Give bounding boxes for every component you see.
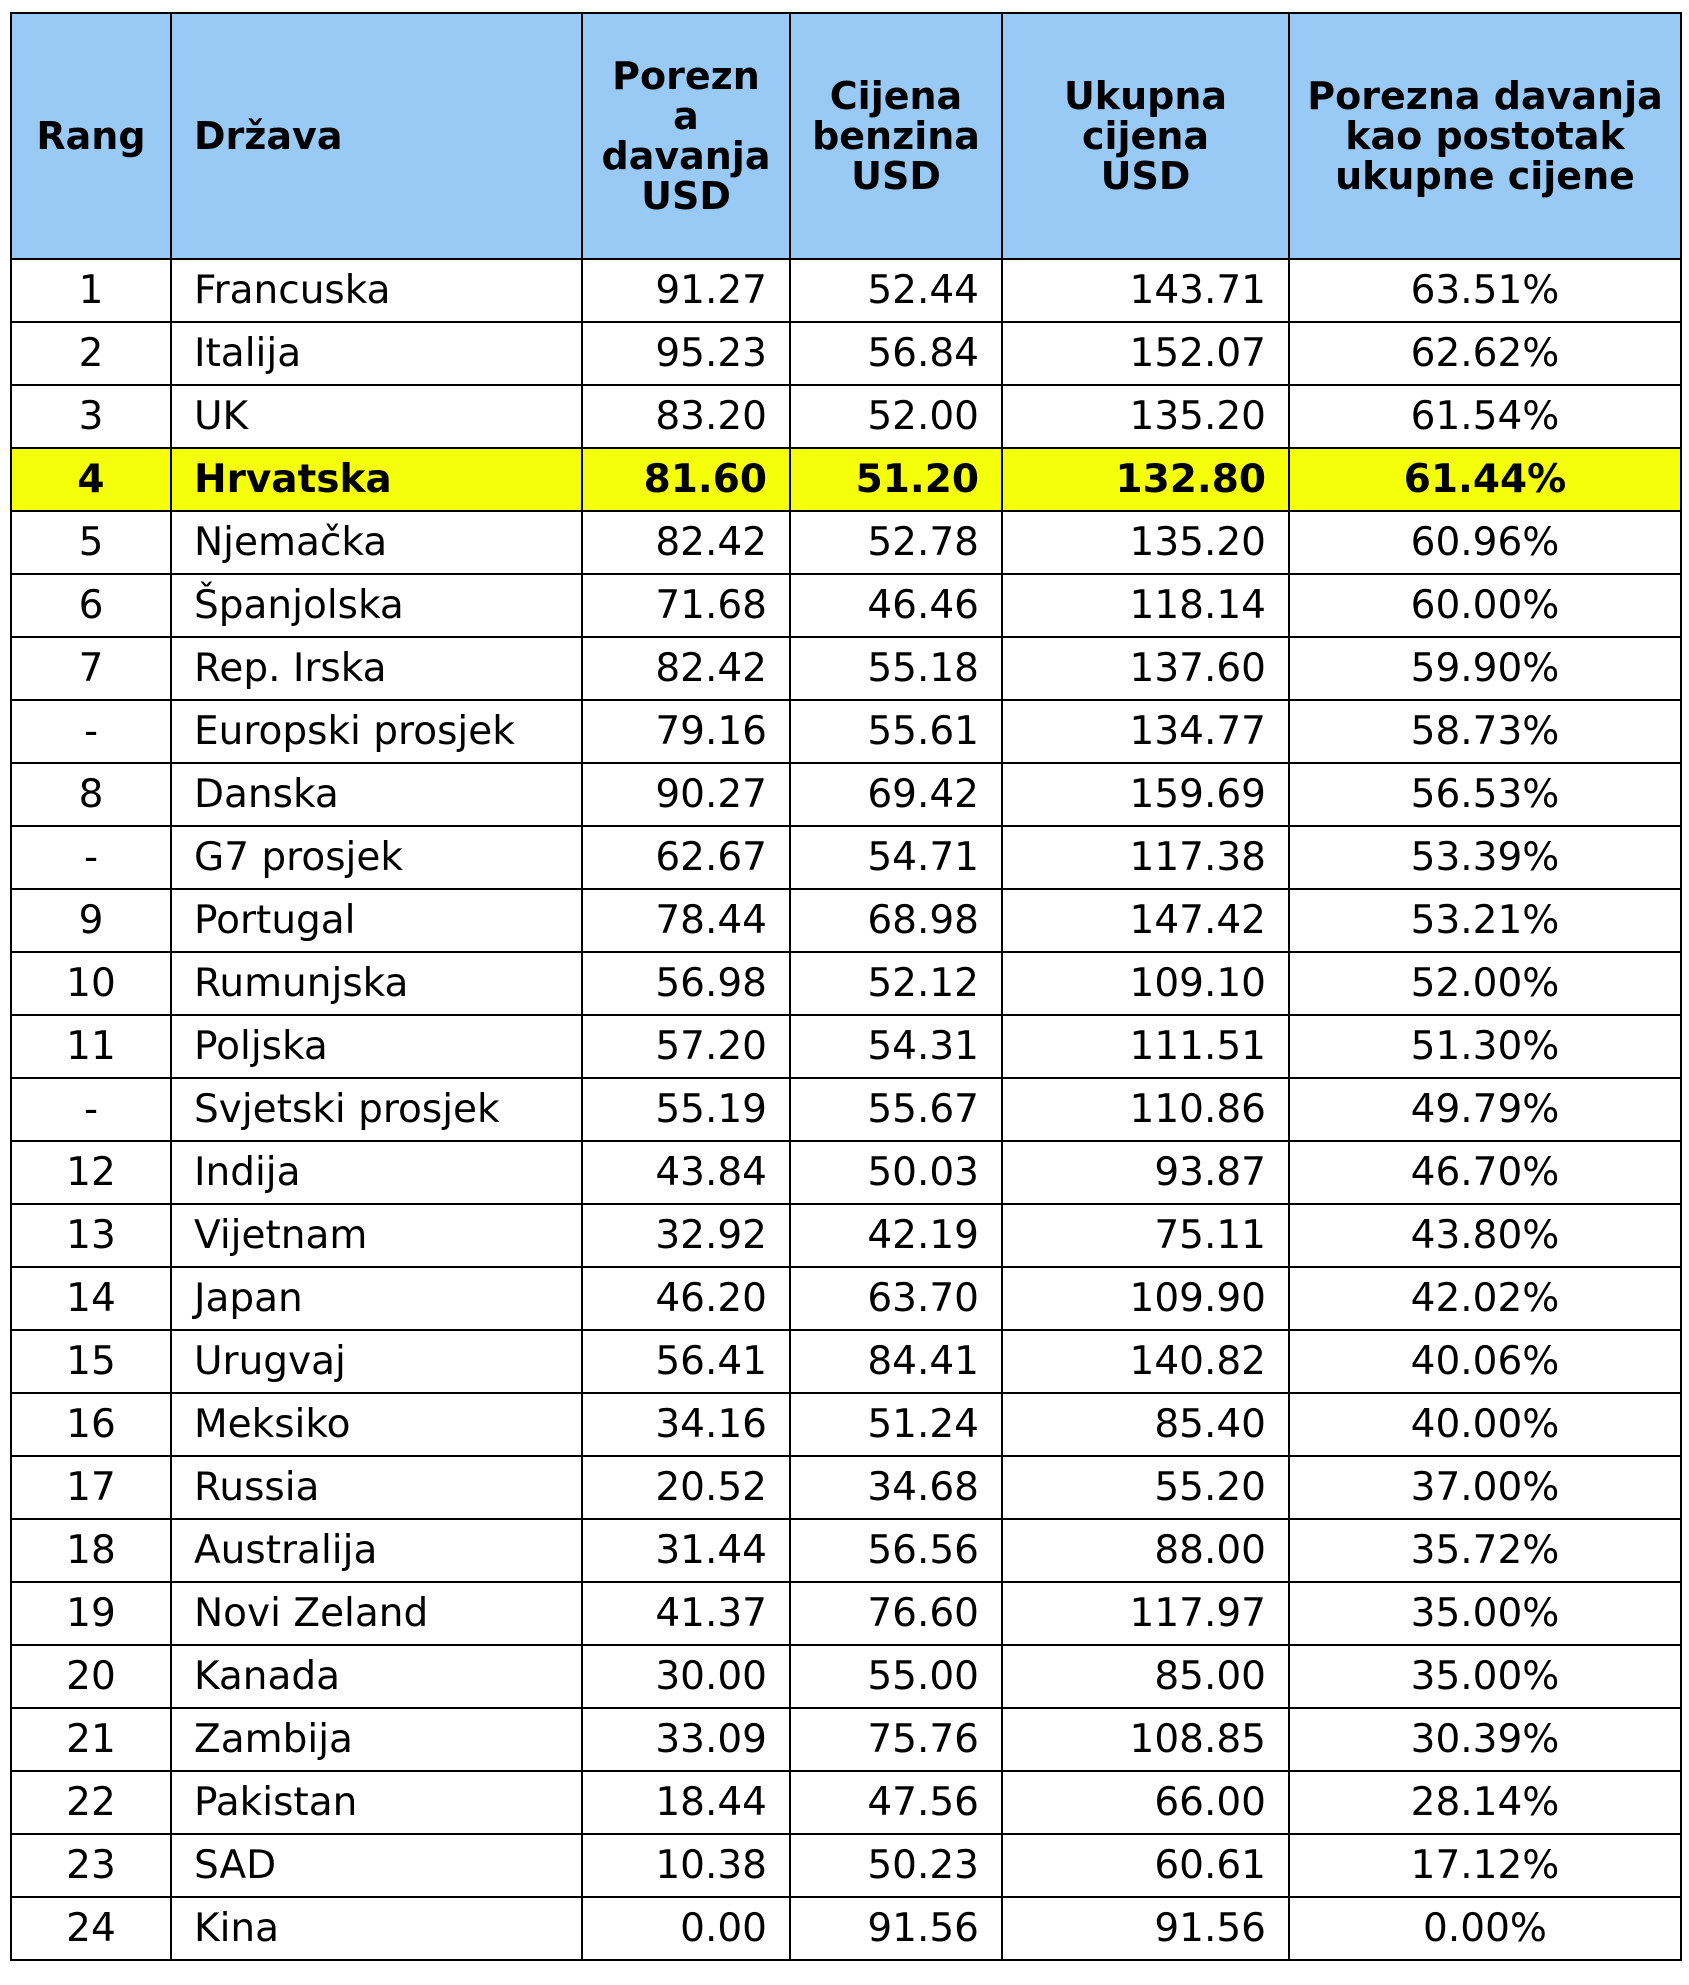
table-container (10, 12, 1682, 1961)
cell-rank: 4 (11, 448, 171, 511)
cell-tax-percentage: 52.00% (1289, 952, 1681, 1015)
cell-fuel-price: 54.71 (790, 826, 1002, 889)
cell-country: Europski prosjek (171, 700, 582, 763)
cell-country: Meksiko (171, 1393, 582, 1456)
cell-fuel-price: 52.12 (790, 952, 1002, 1015)
cell-country: Kina (171, 1897, 582, 1960)
cell-rank: 16 (11, 1393, 171, 1456)
cell-fuel-price: 51.24 (790, 1393, 1002, 1456)
header-rank: Rang (11, 13, 171, 259)
cell-country: Francuska (171, 259, 582, 322)
cell-country: Danska (171, 763, 582, 826)
table-row (11, 322, 1681, 385)
cell-rank: 8 (11, 763, 171, 826)
header-tax-percentage: Porezna davanja kao postotak ukupne cijene (1289, 13, 1681, 259)
table-row (11, 574, 1681, 637)
cell-total-price: 66.00 (1002, 1771, 1289, 1834)
cell-country: Indija (171, 1141, 582, 1204)
table-row (11, 1330, 1681, 1393)
cell-total-price: 109.90 (1002, 1267, 1289, 1330)
cell-rank: - (11, 700, 171, 763)
cell-country: Hrvatska (171, 448, 582, 511)
cell-tax: 78.44 (582, 889, 790, 952)
cell-fuel-price: 56.84 (790, 322, 1002, 385)
cell-tax-percentage: 60.96% (1289, 511, 1681, 574)
cell-total-price: 111.51 (1002, 1015, 1289, 1078)
cell-tax: 91.27 (582, 259, 790, 322)
cell-country: Španjolska (171, 574, 582, 637)
cell-tax-percentage: 42.02% (1289, 1267, 1681, 1330)
cell-total-price: 117.97 (1002, 1582, 1289, 1645)
cell-tax-percentage: 35.00% (1289, 1582, 1681, 1645)
cell-tax-percentage: 59.90% (1289, 637, 1681, 700)
cell-rank: 11 (11, 1015, 171, 1078)
cell-fuel-price: 50.23 (790, 1834, 1002, 1897)
cell-rank: - (11, 826, 171, 889)
cell-total-price: 85.00 (1002, 1645, 1289, 1708)
cell-total-price: 55.20 (1002, 1456, 1289, 1519)
cell-total-price: 88.00 (1002, 1519, 1289, 1582)
cell-fuel-price: 54.31 (790, 1015, 1002, 1078)
cell-tax: 0.00 (582, 1897, 790, 1960)
cell-tax: 95.23 (582, 322, 790, 385)
cell-total-price: 93.87 (1002, 1141, 1289, 1204)
table-row (11, 1393, 1681, 1456)
table-row (11, 700, 1681, 763)
table-row (11, 1771, 1681, 1834)
cell-tax: 18.44 (582, 1771, 790, 1834)
cell-country: Rep. Irska (171, 637, 582, 700)
cell-total-price: 60.61 (1002, 1834, 1289, 1897)
cell-tax: 81.60 (582, 448, 790, 511)
cell-country: Rumunjska (171, 952, 582, 1015)
table-row (11, 511, 1681, 574)
cell-rank: 17 (11, 1456, 171, 1519)
cell-tax-percentage: 28.14% (1289, 1771, 1681, 1834)
cell-tax-percentage: 56.53% (1289, 763, 1681, 826)
cell-tax: 43.84 (582, 1141, 790, 1204)
cell-rank: 2 (11, 322, 171, 385)
cell-tax-percentage: 49.79% (1289, 1078, 1681, 1141)
cell-total-price: 110.86 (1002, 1078, 1289, 1141)
cell-rank: 1 (11, 259, 171, 322)
cell-fuel-price: 55.67 (790, 1078, 1002, 1141)
header-fuel-price: Cijena benzina USD (790, 13, 1002, 259)
cell-total-price: 140.82 (1002, 1330, 1289, 1393)
cell-rank: 12 (11, 1141, 171, 1204)
table-row (11, 826, 1681, 889)
cell-total-price: 143.71 (1002, 259, 1289, 322)
header-row (11, 13, 1681, 259)
cell-country: SAD (171, 1834, 582, 1897)
cell-rank: 3 (11, 385, 171, 448)
cell-country: Poljska (171, 1015, 582, 1078)
cell-country: G7 prosjek (171, 826, 582, 889)
cell-tax: 82.42 (582, 637, 790, 700)
cell-tax-percentage: 62.62% (1289, 322, 1681, 385)
cell-rank: - (11, 1078, 171, 1141)
cell-rank: 10 (11, 952, 171, 1015)
cell-total-price: 135.20 (1002, 385, 1289, 448)
cell-tax-percentage: 58.73% (1289, 700, 1681, 763)
cell-tax: 62.67 (582, 826, 790, 889)
table-row (11, 1519, 1681, 1582)
cell-tax: 82.42 (582, 511, 790, 574)
cell-tax-percentage: 61.44% (1289, 448, 1681, 511)
cell-tax: 71.68 (582, 574, 790, 637)
cell-tax-percentage: 60.00% (1289, 574, 1681, 637)
cell-tax: 56.41 (582, 1330, 790, 1393)
cell-fuel-price: 76.60 (790, 1582, 1002, 1645)
cell-fuel-price: 34.68 (790, 1456, 1002, 1519)
cell-fuel-price: 42.19 (790, 1204, 1002, 1267)
cell-fuel-price: 52.44 (790, 259, 1002, 322)
cell-fuel-price: 63.70 (790, 1267, 1002, 1330)
cell-tax-percentage: 46.70% (1289, 1141, 1681, 1204)
cell-fuel-price: 55.61 (790, 700, 1002, 763)
cell-total-price: 132.80 (1002, 448, 1289, 511)
table-row (11, 385, 1681, 448)
table-row (11, 889, 1681, 952)
cell-tax: 30.00 (582, 1645, 790, 1708)
cell-total-price: 152.07 (1002, 322, 1289, 385)
cell-rank: 9 (11, 889, 171, 952)
cell-country: Vijetnam (171, 1204, 582, 1267)
cell-total-price: 117.38 (1002, 826, 1289, 889)
table-row (11, 259, 1681, 322)
cell-rank: 15 (11, 1330, 171, 1393)
cell-rank: 20 (11, 1645, 171, 1708)
cell-tax-percentage: 37.00% (1289, 1456, 1681, 1519)
cell-fuel-price: 46.46 (790, 574, 1002, 637)
header-total-price: Ukupna cijena USD (1002, 13, 1289, 259)
table-header (11, 13, 1681, 259)
cell-fuel-price: 52.78 (790, 511, 1002, 574)
table-row (11, 1645, 1681, 1708)
cell-fuel-price: 50.03 (790, 1141, 1002, 1204)
cell-tax-percentage: 61.54% (1289, 385, 1681, 448)
cell-rank: 13 (11, 1204, 171, 1267)
cell-total-price: 147.42 (1002, 889, 1289, 952)
cell-total-price: 134.77 (1002, 700, 1289, 763)
cell-fuel-price: 68.98 (790, 889, 1002, 952)
table-row (11, 763, 1681, 826)
cell-country: Zambija (171, 1708, 582, 1771)
cell-fuel-price: 55.00 (790, 1645, 1002, 1708)
cell-total-price: 75.11 (1002, 1204, 1289, 1267)
cell-tax-percentage: 51.30% (1289, 1015, 1681, 1078)
table-row (11, 1204, 1681, 1267)
table-body (11, 259, 1681, 1960)
cell-fuel-price: 52.00 (790, 385, 1002, 448)
table-row (11, 952, 1681, 1015)
header-tax: Porezn a davanja USD (582, 13, 790, 259)
cell-tax: 31.44 (582, 1519, 790, 1582)
cell-tax-percentage: 35.72% (1289, 1519, 1681, 1582)
table-row (11, 637, 1681, 700)
table-row (11, 448, 1681, 511)
table-row (11, 1456, 1681, 1519)
cell-rank: 21 (11, 1708, 171, 1771)
cell-rank: 7 (11, 637, 171, 700)
cell-country: Kanada (171, 1645, 582, 1708)
cell-tax: 79.16 (582, 700, 790, 763)
table-row (11, 1582, 1681, 1645)
cell-tax-percentage: 63.51% (1289, 259, 1681, 322)
cell-total-price: 109.10 (1002, 952, 1289, 1015)
cell-total-price: 137.60 (1002, 637, 1289, 700)
cell-country: Novi Zeland (171, 1582, 582, 1645)
cell-total-price: 85.40 (1002, 1393, 1289, 1456)
cell-tax-percentage: 43.80% (1289, 1204, 1681, 1267)
cell-country: Njemačka (171, 511, 582, 574)
cell-tax-percentage: 0.00% (1289, 1897, 1681, 1960)
cell-tax-percentage: 40.00% (1289, 1393, 1681, 1456)
table-row (11, 1267, 1681, 1330)
cell-fuel-price: 55.18 (790, 637, 1002, 700)
cell-country: Portugal (171, 889, 582, 952)
fuel-tax-table (10, 12, 1682, 1961)
cell-tax-percentage: 53.21% (1289, 889, 1681, 952)
cell-fuel-price: 84.41 (790, 1330, 1002, 1393)
cell-rank: 19 (11, 1582, 171, 1645)
cell-country: Italija (171, 322, 582, 385)
cell-tax: 90.27 (582, 763, 790, 826)
cell-total-price: 108.85 (1002, 1708, 1289, 1771)
cell-tax: 10.38 (582, 1834, 790, 1897)
table-row (11, 1834, 1681, 1897)
cell-tax: 33.09 (582, 1708, 790, 1771)
cell-fuel-price: 69.42 (790, 763, 1002, 826)
cell-rank: 6 (11, 574, 171, 637)
cell-tax-percentage: 30.39% (1289, 1708, 1681, 1771)
cell-tax: 34.16 (582, 1393, 790, 1456)
cell-fuel-price: 56.56 (790, 1519, 1002, 1582)
cell-rank: 18 (11, 1519, 171, 1582)
cell-tax-percentage: 40.06% (1289, 1330, 1681, 1393)
table-row (11, 1078, 1681, 1141)
cell-rank: 5 (11, 511, 171, 574)
cell-country: Russia (171, 1456, 582, 1519)
table-row (11, 1897, 1681, 1960)
cell-tax-percentage: 53.39% (1289, 826, 1681, 889)
header-country: Država (171, 13, 582, 259)
cell-tax-percentage: 17.12% (1289, 1834, 1681, 1897)
cell-tax-percentage: 35.00% (1289, 1645, 1681, 1708)
cell-country: Japan (171, 1267, 582, 1330)
cell-fuel-price: 47.56 (790, 1771, 1002, 1834)
cell-country: Urugvaj (171, 1330, 582, 1393)
cell-tax: 57.20 (582, 1015, 790, 1078)
cell-total-price: 135.20 (1002, 511, 1289, 574)
cell-country: Australija (171, 1519, 582, 1582)
cell-total-price: 159.69 (1002, 763, 1289, 826)
cell-tax: 32.92 (582, 1204, 790, 1267)
cell-tax: 41.37 (582, 1582, 790, 1645)
cell-tax: 83.20 (582, 385, 790, 448)
table-row (11, 1708, 1681, 1771)
cell-fuel-price: 91.56 (790, 1897, 1002, 1960)
cell-rank: 14 (11, 1267, 171, 1330)
cell-tax: 55.19 (582, 1078, 790, 1141)
cell-total-price: 91.56 (1002, 1897, 1289, 1960)
cell-fuel-price: 75.76 (790, 1708, 1002, 1771)
cell-rank: 22 (11, 1771, 171, 1834)
table-row (11, 1015, 1681, 1078)
table-row (11, 1141, 1681, 1204)
cell-country: Pakistan (171, 1771, 582, 1834)
cell-tax: 56.98 (582, 952, 790, 1015)
cell-total-price: 118.14 (1002, 574, 1289, 637)
cell-rank: 23 (11, 1834, 171, 1897)
cell-rank: 24 (11, 1897, 171, 1960)
cell-country: Svjetski prosjek (171, 1078, 582, 1141)
cell-tax: 46.20 (582, 1267, 790, 1330)
cell-country: UK (171, 385, 582, 448)
cell-fuel-price: 51.20 (790, 448, 1002, 511)
cell-tax: 20.52 (582, 1456, 790, 1519)
